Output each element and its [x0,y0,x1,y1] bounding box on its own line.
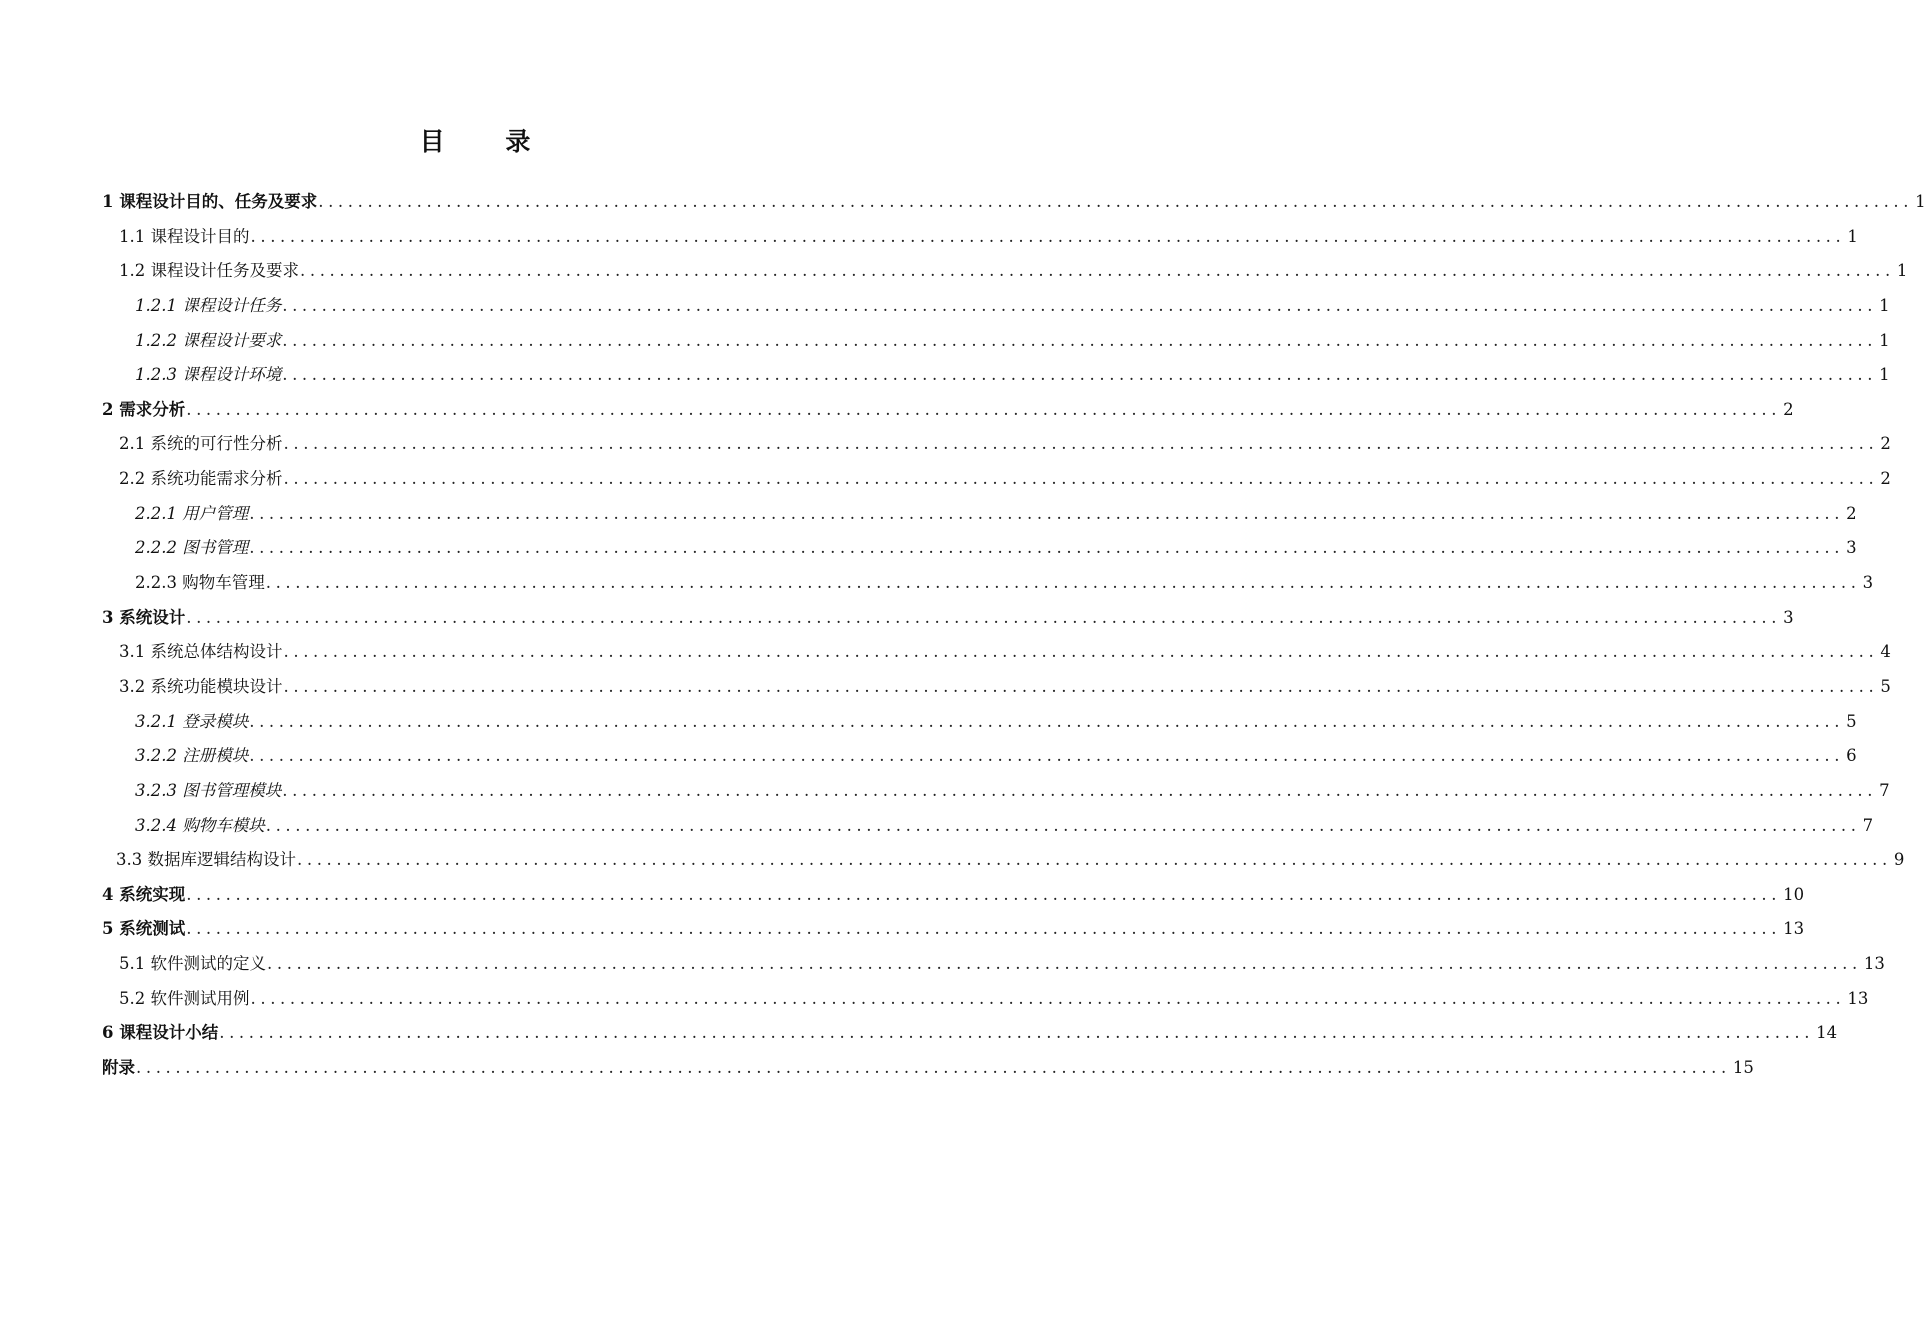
toc-page-number: 5 [1880,676,1891,696]
toc-leader: .................................................................................................................................................................. [300,261,1895,281]
toc-entry[interactable] [102,289,1890,324]
toc-entry-text: 2 需求分析 [102,399,186,419]
toc-leader: .................................................................................................................................................................. [186,399,1782,419]
toc-page-number: 3 [1783,607,1794,627]
toc-entry-text: 2.2.3 购物车管理 [135,573,265,593]
toc-entry-text: 3.2.4 购物车模块 [135,815,265,835]
toc-page-number: 13 [1847,988,1869,1008]
toc-leader: .................................................................................................................................................................. [282,330,1878,350]
toc-entry[interactable] [102,774,1890,809]
toc-entry-text: 6 课程设计小结 [102,1023,219,1043]
toc-leader: .................................................................................................................................................................. [283,642,1879,662]
toc-entry[interactable] [102,912,1805,947]
toc-entry[interactable] [102,670,1891,705]
toc-page-number: 2 [1880,434,1891,454]
toc-leader: .................................................................................................................................................................. [136,1058,1731,1077]
toc-page-number: 1 [1879,295,1890,315]
toc-entry[interactable] [102,185,1926,220]
toc-leader: .................................................................................................................................................................. [186,884,1782,904]
toc-leader: .................................................................................................................................................................. [282,780,1878,800]
toc-entry-text: 3.1 系统总体结构设计 [119,642,283,662]
toc-page-number: 5 [1846,711,1857,731]
toc-page-number: 4 [1880,642,1891,662]
toc-leader: .................................................................................................................................................................. [282,295,1878,315]
toc-leader: .................................................................................................................................................................. [265,815,1861,835]
toc-leader: .................................................................................................................................................................. [219,1023,1815,1043]
toc-entry-text: 4 系统实现 [102,884,186,904]
toc-entry[interactable] [102,531,1857,566]
toc-entry[interactable] [102,982,1869,1017]
toc-page-number: 2 [1783,399,1794,419]
toc-page-number: 14 [1816,1023,1838,1043]
toc-entry[interactable] [102,1051,1754,1086]
toc-entry[interactable] [102,947,1885,982]
toc-entry[interactable] [102,601,1794,636]
toc-entry[interactable] [102,324,1890,359]
toc-entry-text: 3.2 系统功能模块设计 [119,676,283,696]
toc-entry-text: 1.2 课程设计任务及要求 [119,261,299,281]
toc-page-number: 9 [1893,850,1905,870]
toc-page-number: 7 [1879,780,1890,800]
toc-leader: .................................................................................................................................................................. [249,711,1845,731]
toc-leader: .................................................................................................................................................................. [250,988,1846,1008]
toc-leader: .................................................................................................................................................................. [186,607,1782,627]
toc-entry-text: 1.1 课程设计目的 [119,226,250,246]
toc-entry-text: 5.2 软件测试用例 [119,988,250,1008]
toc-leader: .................................................................................................................................................................. [318,191,1914,211]
toc-entry[interactable] [102,254,1908,289]
toc-leader: .................................................................................................................................................................. [283,676,1879,696]
toc-entry[interactable] [102,393,1794,428]
toc-entry-text: 1 课程设计目的、任务及要求 [102,191,318,211]
toc-page-number: 10 [1783,884,1805,904]
toc-entry-text: 2.2 系统功能需求分析 [119,469,283,489]
toc-leader: .................................................................................................................................................................. [249,746,1845,766]
toc-entry[interactable] [102,427,1891,462]
toc-leader: .................................................................................................................................................................. [250,226,1846,246]
toc-entry[interactable] [102,220,1858,255]
toc-entry[interactable] [102,635,1891,670]
toc-entry-text: 3 系统设计 [102,607,186,627]
toc-entry[interactable] [102,497,1857,532]
toc-entry-text: 2.2.1 用户管理 [135,503,249,523]
toc-entry[interactable] [102,739,1857,774]
toc-leader: .................................................................................................................................................................. [249,503,1845,523]
toc-entry[interactable] [102,358,1890,393]
toc-page-number: 7 [1862,815,1874,835]
toc-entry-text: 2.2.2 图书管理 [135,538,249,558]
toc-leader: .................................................................................................................................................................. [267,954,1862,974]
toc-leader: .................................................................................................................................................................. [283,469,1879,489]
toc-entry-text: 5.1 软件测试的定义 [119,954,266,974]
toc-page-number: 15 [1732,1058,1754,1077]
toc-page-number: 1 [1879,365,1890,385]
toc-entry[interactable] [102,878,1805,913]
toc-entry-text: 附录 [102,1058,135,1077]
toc-entry[interactable] [102,843,1905,878]
toc-entry[interactable] [102,809,1874,844]
toc-leader: .................................................................................................................................................................. [186,919,1782,939]
toc-leader: .................................................................................................................................................................. [249,538,1845,558]
toc-entry-text: 3.2.3 图书管理模块 [135,780,282,800]
toc-leader: .................................................................................................................................................................. [297,850,1892,870]
toc-entry-text: 1.2.2 课程设计要求 [135,330,282,350]
toc-page-number: 3 [1846,538,1857,558]
toc-page-number: 13 [1783,919,1805,939]
toc-leader: .................................................................................................................................................................. [283,434,1879,454]
toc-entry-text: 2.1 系统的可行性分析 [119,434,283,454]
toc-entry-text: 5 系统测试 [102,919,186,939]
toc-entry[interactable] [102,462,1891,497]
toc-entry-text: 1.2.1 课程设计任务 [135,295,282,315]
toc-entry[interactable] [102,705,1857,740]
toc-page-number: 1 [1915,191,1926,211]
toc-entry-text: 3.2.2 注册模块 [135,746,249,766]
toc-page-number: 1 [1879,330,1890,350]
toc-leader: .................................................................................................................................................................. [265,573,1861,593]
toc-title: 目 录 [419,127,557,156]
toc-entry-text: 3.3 数据库逻辑结构设计 [116,850,296,870]
toc-page-number: 3 [1862,573,1874,593]
toc-page-number: 6 [1846,746,1857,766]
toc-page-number: 1 [1896,261,1908,281]
toc-entry[interactable] [102,566,1874,601]
toc-list [102,185,1926,1086]
toc-page-number: 2 [1880,469,1891,489]
toc-page-number: 1 [1847,226,1858,246]
toc-page-number: 13 [1863,954,1885,974]
toc-entry-text: 1.2.3 课程设计环境 [135,365,282,385]
toc-page-number: 2 [1846,503,1857,523]
toc-entry[interactable] [102,1016,1838,1051]
toc-entry-text: 3.2.1 登录模块 [135,711,249,731]
toc-leader: .................................................................................................................................................................. [282,365,1878,385]
